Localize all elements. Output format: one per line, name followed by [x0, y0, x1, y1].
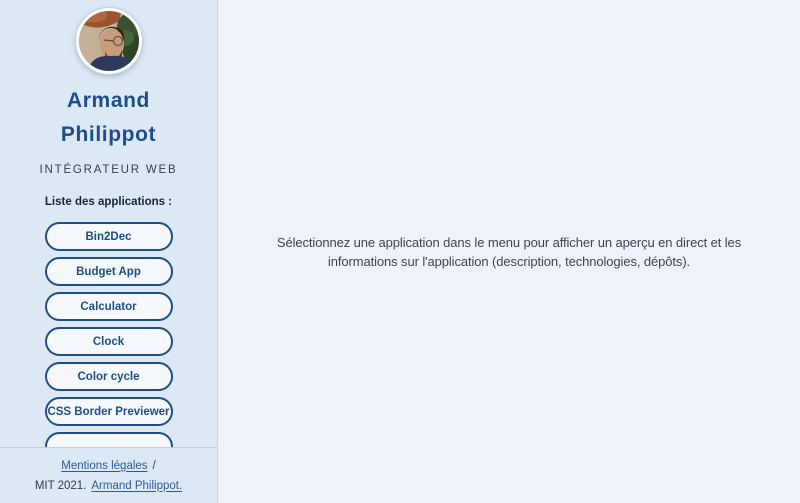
sidebar-footer	[0, 447, 217, 503]
job-title: INTÉGRATEUR WEB	[39, 164, 178, 176]
avatar	[76, 8, 142, 74]
app-button-css-border-previewer[interactable]: CSS Border Previewer	[45, 397, 173, 426]
app-button-budget-app[interactable]: Budget App	[45, 257, 173, 286]
footer-separator: /	[152, 459, 156, 472]
profile-first-name: Armand	[67, 89, 150, 112]
placeholder-message: Sélectionnez une application dans le menu pour afficher un aperçu en direct et les informations sur l'application (description, technologies, dépôts).	[276, 234, 742, 269]
apps-nav	[0, 222, 217, 447]
avatar-photo-illustration	[79, 11, 139, 71]
profile-last-name: Philippot	[60, 123, 157, 146]
legal-line	[61, 460, 156, 472]
main-content	[218, 0, 800, 503]
app-button-partial[interactable]	[45, 432, 173, 447]
sidebar	[0, 0, 218, 503]
author-link[interactable]: Armand Philippot.	[91, 479, 183, 492]
app-button-bin2dec[interactable]: Bin2Dec	[45, 222, 173, 251]
profile-name	[61, 84, 156, 152]
apps-list-label: Liste des applications :	[44, 196, 173, 208]
app-button-color-cycle[interactable]: Color cycle	[45, 362, 173, 391]
license-line	[35, 480, 182, 492]
app-button-clock[interactable]: Clock	[45, 327, 173, 356]
legal-link[interactable]: Mentions légales	[61, 459, 148, 472]
app-button-calculator[interactable]: Calculator	[45, 292, 173, 321]
license-text: MIT 2021.	[34, 479, 87, 492]
